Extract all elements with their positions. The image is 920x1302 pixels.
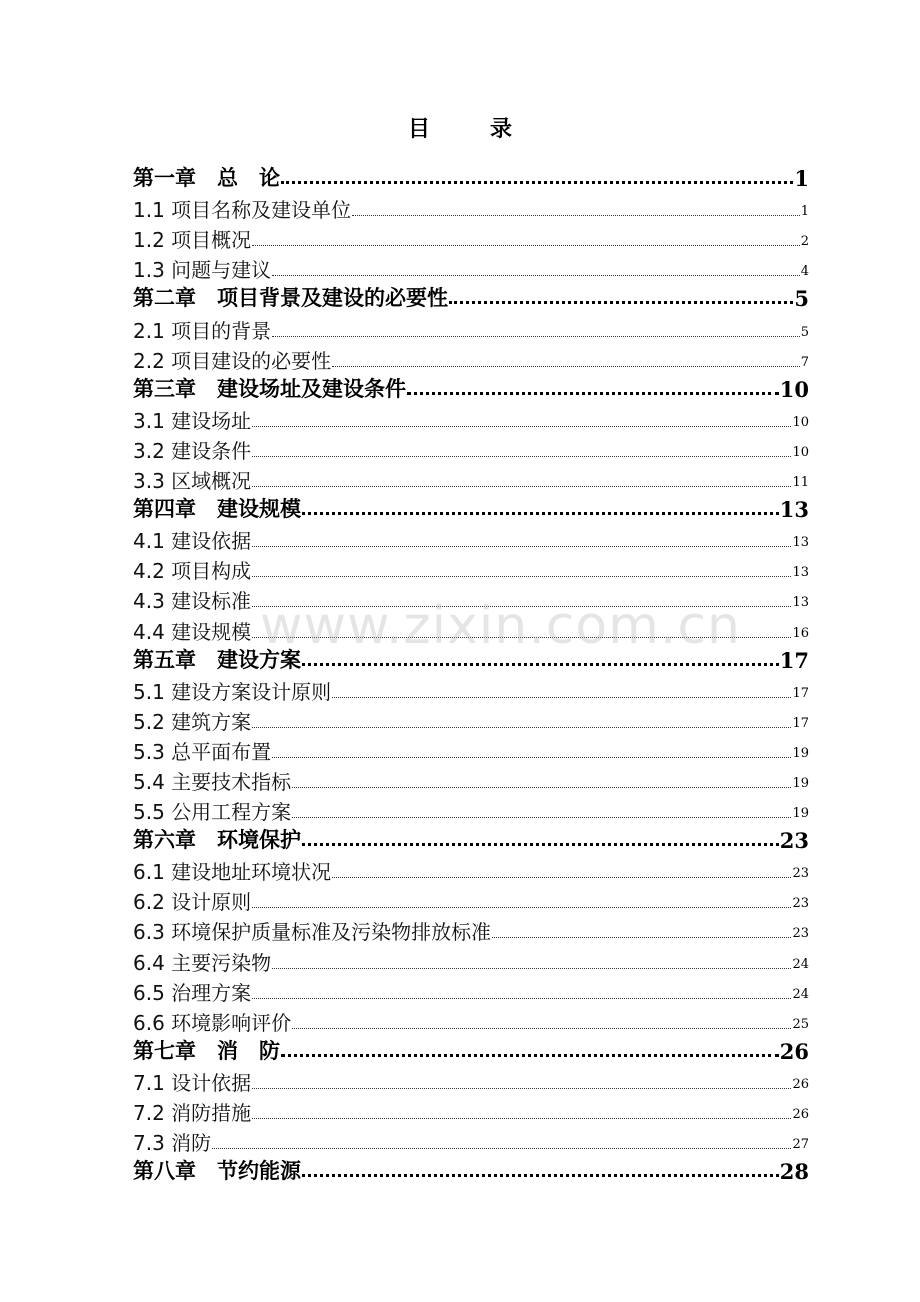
- toc-page-number: 17: [792, 685, 809, 701]
- toc-page-number: 13: [779, 497, 809, 523]
- toc-section-entry[interactable]: [133, 312, 809, 342]
- toc-entry-title: 7.1 设计依据: [133, 1070, 252, 1095]
- toc-section-entry[interactable]: [133, 192, 809, 222]
- toc-section-entry[interactable]: [133, 553, 809, 583]
- toc-page-number: 13: [792, 535, 809, 551]
- toc-page-number: 5: [800, 324, 809, 340]
- toc-section-entry[interactable]: [133, 222, 809, 252]
- toc-section-entry[interactable]: [133, 1125, 809, 1155]
- dot-leader: [252, 546, 791, 547]
- toc-page-number: 26: [779, 1038, 809, 1064]
- title-char-2: 录: [490, 116, 513, 142]
- toc-page-number: 23: [792, 866, 809, 882]
- dot-leader: [272, 757, 791, 758]
- toc-entry-title: 5.2 建筑方案: [133, 709, 252, 734]
- toc-entry-title: 6.2 设计原则: [133, 890, 252, 915]
- toc-page-number: 23: [792, 896, 809, 912]
- toc-section-entry[interactable]: [133, 343, 809, 373]
- toc-page-number: 23: [792, 926, 809, 942]
- dot-leader: [332, 697, 791, 698]
- toc-entry-title: 6.5 治理方案: [133, 980, 252, 1005]
- toc-entry-title: 6.1 建设地址环境状况: [133, 860, 332, 885]
- dot-leader: [332, 366, 800, 367]
- toc-page-number: 26: [792, 1107, 809, 1122]
- toc-entry-title: 第八章 节约能源: [133, 1159, 301, 1184]
- page-title: [0, 112, 920, 143]
- toc-page-number: 19: [792, 806, 809, 822]
- toc-section-entry[interactable]: [133, 884, 809, 914]
- toc-entry-title: 6.3 环境保护质量标准及污染物排放标准: [133, 920, 492, 945]
- toc-chapter-entry[interactable]: [133, 373, 809, 403]
- toc-entry-title: 5.4 主要技术指标: [133, 769, 292, 794]
- toc-entry-title: 第二章 项目背景及建设的必要性: [133, 286, 448, 311]
- table-of-contents: [133, 162, 809, 1185]
- dot-leader: [252, 727, 791, 728]
- toc-entry-title: 1.2 项目概况: [133, 228, 252, 253]
- dot-leader: [252, 1088, 791, 1089]
- toc-page-number: 2: [800, 234, 809, 250]
- toc-entry-title: 7.2 消防措施: [133, 1101, 252, 1125]
- toc-page-number: 13: [792, 565, 809, 581]
- toc-entry-title: 2.1 项目的背景: [133, 318, 272, 343]
- title-char-1: 目: [407, 116, 430, 142]
- toc-entry-title: 第三章 建设场址及建设条件: [133, 376, 406, 401]
- toc-page-number: 19: [792, 775, 809, 791]
- toc-section-entry[interactable]: [133, 1095, 809, 1125]
- dot-leader: [449, 301, 793, 304]
- toc-chapter-entry[interactable]: [133, 1035, 809, 1065]
- toc-page-number: 24: [792, 956, 809, 972]
- toc-section-entry[interactable]: [133, 613, 809, 643]
- toc-chapter-entry[interactable]: [133, 282, 809, 312]
- toc-entry-title: 4.3 建设标准: [133, 589, 252, 614]
- dot-leader: [302, 843, 779, 846]
- toc-entry-title: 4.4 建设规模: [133, 619, 252, 644]
- toc-chapter-entry[interactable]: [133, 493, 809, 523]
- toc-page-number: 11: [792, 475, 809, 491]
- toc-chapter-entry[interactable]: [133, 162, 809, 192]
- toc-page-number: 16: [792, 625, 809, 641]
- toc-section-entry[interactable]: [133, 944, 809, 974]
- dot-leader: [281, 1054, 779, 1057]
- dot-leader: [252, 637, 791, 638]
- toc-page-number: 17: [792, 715, 809, 731]
- toc-section-entry[interactable]: [133, 914, 809, 944]
- toc-section-entry[interactable]: [133, 1065, 809, 1095]
- toc-entry-title: 3.1 建设场址: [133, 408, 252, 433]
- toc-page-number: 1: [794, 166, 809, 192]
- toc-entry-title: 第四章 建设规模: [133, 497, 301, 522]
- toc-page-number: 10: [779, 376, 809, 402]
- toc-page-number: 19: [792, 745, 809, 761]
- dot-leader: [252, 998, 791, 999]
- toc-page-number: 25: [792, 1016, 809, 1032]
- dot-leader: [352, 215, 800, 216]
- toc-entry-title: 5.3 总平面布置: [133, 739, 272, 764]
- toc-section-entry[interactable]: [133, 403, 809, 433]
- dot-leader: [252, 907, 791, 908]
- toc-page-number: 10: [792, 414, 809, 430]
- watermark-text: www.zixin.com.cn: [260, 596, 741, 656]
- toc-chapter-entry[interactable]: [133, 1155, 809, 1185]
- toc-page-number: 13: [792, 595, 809, 611]
- toc-section-entry[interactable]: [133, 463, 809, 493]
- toc-section-entry[interactable]: [133, 252, 809, 282]
- toc-entry-title: 3.3 区域概况: [133, 469, 252, 494]
- toc-entry-title: 第一章 总 论: [133, 166, 280, 191]
- dot-leader: [252, 606, 791, 607]
- dot-leader: [252, 486, 791, 487]
- toc-chapter-entry[interactable]: [133, 644, 809, 674]
- toc-section-entry[interactable]: [133, 764, 809, 794]
- toc-entry-title: 4.1 建设依据: [133, 529, 252, 554]
- dot-leader: [292, 817, 791, 818]
- toc-page-number: 24: [792, 986, 809, 1002]
- toc-entry-title: 3.2 建设条件: [133, 438, 252, 463]
- dot-leader: [252, 1118, 791, 1119]
- toc-page-number: 1: [800, 204, 809, 220]
- toc-page-number: 26: [792, 1076, 809, 1092]
- dot-leader: [272, 968, 791, 969]
- dot-leader: [492, 937, 791, 938]
- dot-leader: [252, 426, 791, 427]
- toc-entry-title: 第五章 建设方案: [133, 647, 301, 672]
- toc-section-entry[interactable]: [133, 674, 809, 704]
- toc-section-entry[interactable]: [133, 523, 809, 553]
- toc-page-number: 23: [779, 828, 809, 854]
- dot-leader: [292, 787, 791, 788]
- dot-leader: [252, 456, 791, 457]
- toc-entry-title: 第七章 消 防: [133, 1038, 280, 1063]
- toc-page-number: 7: [800, 354, 809, 370]
- toc-page-number: 4: [800, 264, 809, 280]
- toc-page-number: 5: [794, 286, 809, 312]
- toc-section-entry[interactable]: [133, 704, 809, 734]
- toc-section-entry[interactable]: [133, 1005, 809, 1035]
- dot-leader: [272, 336, 800, 337]
- dot-leader: [212, 1148, 791, 1149]
- toc-entry-title: 5.1 建设方案设计原则: [133, 679, 332, 704]
- toc-entry-title: 6.6 环境影响评价: [133, 1010, 292, 1035]
- toc-entry-title: 5.5 公用工程方案: [133, 800, 292, 825]
- toc-entry-title: 1.1 项目名称及建设单位: [133, 198, 352, 223]
- toc-page-number: 17: [779, 647, 809, 673]
- toc-entry-title: 6.4 主要污染物: [133, 950, 272, 975]
- dot-leader: [292, 1028, 791, 1029]
- toc-section-entry[interactable]: [133, 854, 809, 884]
- toc-entry-title: 第六章 环境保护: [133, 828, 301, 853]
- toc-entry-title: 2.2 项目建设的必要性: [133, 348, 332, 373]
- dot-leader: [407, 392, 779, 395]
- toc-section-entry[interactable]: [133, 583, 809, 613]
- toc-section-entry[interactable]: [133, 433, 809, 463]
- dot-leader: [252, 576, 791, 577]
- toc-section-entry[interactable]: [133, 734, 809, 764]
- dot-leader: [272, 275, 800, 276]
- toc-section-entry[interactable]: [133, 975, 809, 1005]
- toc-page-number: 27: [792, 1137, 809, 1153]
- toc-entry-title: 7.3 消防: [133, 1131, 212, 1156]
- toc-entry-title: 1.3 问题与建议: [133, 258, 272, 283]
- dot-leader: [302, 1174, 779, 1177]
- toc-page-number: 28: [779, 1159, 809, 1185]
- toc-section-entry[interactable]: [133, 794, 809, 824]
- dot-leader: [332, 877, 791, 878]
- dot-leader: [302, 512, 779, 515]
- toc-entry-title: 4.2 项目构成: [133, 559, 252, 584]
- dot-leader: [252, 245, 800, 246]
- dot-leader: [281, 181, 793, 184]
- toc-chapter-entry[interactable]: [133, 824, 809, 854]
- toc-page-number: 10: [792, 444, 809, 460]
- dot-leader: [302, 663, 779, 666]
